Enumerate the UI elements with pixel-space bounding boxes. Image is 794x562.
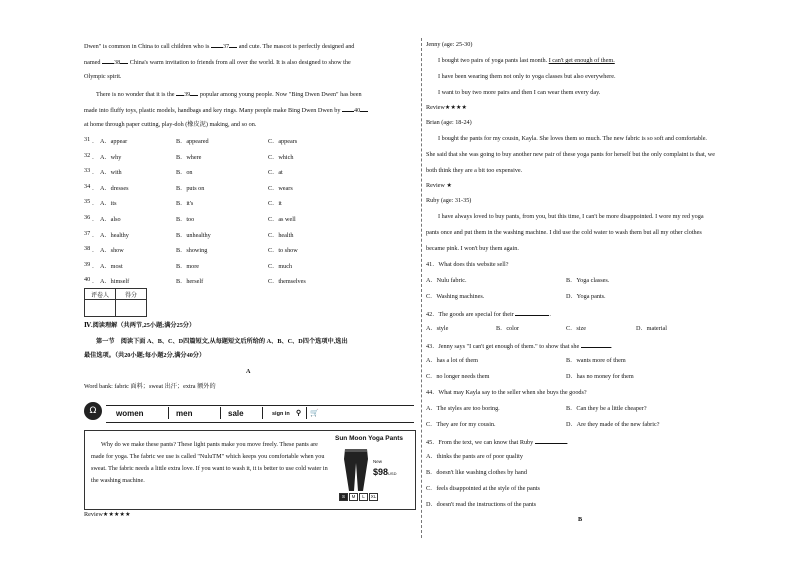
question-number: 39 [84, 260, 91, 268]
text: popular among young people. Now "Bing Dwen Dwen" has been [199, 91, 362, 98]
text: 42．The goods are special for their [426, 311, 514, 318]
q42-option-c[interactable]: C．size [566, 325, 586, 332]
passage-line-3: Olympic spirit. [84, 73, 122, 80]
reviewer-brian: Brian (age: 18-24) [426, 119, 472, 126]
option-c[interactable]: C．at [268, 169, 283, 177]
ruby-line-2: pants once and put them in the washing machine. I did use the cold water to wash them but all my other clothes [426, 229, 702, 236]
option-b[interactable]: B．on [176, 169, 193, 177]
number-dot: ． [92, 138, 99, 145]
ruby-line-1: I have always loved to buy pants, from you, but this time, I can't be more disappointed. I wore my red yoga [438, 213, 704, 220]
q41-option-a[interactable]: A．Nulu fabric. [426, 277, 467, 284]
question-number: 38 [84, 245, 91, 253]
blank [515, 309, 549, 316]
word-bank: Word bank: fabric 面料；sweat 出汗；extra 额外的 [84, 383, 216, 390]
text: made into fluffy toys, plastic models, handbags and key rings. Many people make Bing Dwen Dwen by [84, 107, 341, 114]
product-card[interactable] [335, 435, 411, 505]
text: named [84, 59, 101, 66]
passage-line-5 [84, 105, 368, 115]
number-dot: ． [92, 247, 99, 255]
column-divider [421, 38, 422, 538]
q41-option-b[interactable]: B．Yoga classes. [566, 277, 610, 284]
cart-icon[interactable]: 🛒 [310, 410, 319, 417]
number-dot: ． [92, 200, 99, 208]
option-b[interactable]: B．appeared [176, 138, 209, 145]
option-a[interactable]: A．most [100, 262, 123, 270]
q44-option-b[interactable]: B．Can they be a little cheaper? [566, 405, 647, 412]
section-title: Ⅳ.阅读理解（共两节,25小题;满分25分） [84, 322, 196, 329]
product-title: Sun Moon Yoga Pants [335, 435, 404, 442]
blank [229, 41, 237, 48]
size-option[interactable]: L [359, 493, 368, 501]
nav-separator [168, 407, 169, 419]
jenny-line-3: I want to buy two more pairs and then I can wear them every day. [438, 89, 601, 96]
nav-rule-bottom [106, 422, 414, 423]
option-c[interactable]: C．themselves [268, 278, 306, 286]
brian-line-2: She said that she was going to buy another new pair of these yoga pants for herself but the only complaint is that, we [426, 151, 716, 158]
question-number: 31 [84, 136, 91, 143]
question-number: 35 [84, 198, 91, 206]
review-five-stars: Review★★★★★ [84, 511, 131, 518]
q42-option-d[interactable]: D．material [636, 325, 667, 332]
ad-navbar [84, 402, 414, 424]
blank-37: 37 [222, 43, 230, 50]
q42-option-b[interactable]: B．color [496, 325, 520, 332]
option-b[interactable]: B．too [176, 216, 195, 223]
ad-description: Why do we make these pants? These light pants make you move freely. These pants are made for yoga. The fabric we use is called "NuluTM" which keeps you comfortable when you sweat. The fabric needs a little extra love. If you want to wash it, it is better to use cold water in the washing machine. [91, 441, 328, 484]
question-number: 33 [84, 167, 91, 175]
question-42: 42．The goods are special for their . [426, 311, 551, 318]
question-45: 45．From the text, we can know that Ruby . [426, 439, 569, 446]
q41-option-d[interactable]: D．Yoga pants. [566, 293, 606, 300]
option-b[interactable]: B．it's [176, 200, 194, 208]
option-c[interactable]: C．to show [268, 247, 298, 255]
option-c[interactable]: C．it [268, 200, 282, 208]
option-a[interactable]: A．appear [100, 138, 128, 145]
q43-option-d[interactable]: D．has no money for them [566, 373, 634, 380]
brian-line-3: both think they are a bit too expensive. [426, 167, 523, 174]
blank [535, 437, 567, 444]
blank [120, 57, 128, 64]
passage-line-1 [84, 41, 354, 51]
passage-line-4 [96, 89, 362, 99]
section-instruction-2: 最佳选项。（共20小题;每小题2分,满分40分） [84, 352, 206, 359]
passage-label-b: B [578, 516, 583, 523]
nav-men[interactable]: men [176, 409, 193, 418]
underlined-quote: I can't get enough of them. [548, 57, 615, 64]
size-option[interactable]: XL [370, 494, 377, 499]
passage-label-a: A [246, 368, 251, 375]
option-b[interactable]: B．herself [176, 278, 204, 286]
section-instruction-1: 第一节 阅读下面 A、B、C、D四篇短文,从每题短文后所给的 A、B、C、D四个选项中,选出 [96, 338, 348, 345]
q45-option-a[interactable]: A．thinks the pants are of poor quality [426, 453, 523, 460]
option-a[interactable]: A．with [100, 169, 122, 177]
passage-line-2 [84, 57, 351, 67]
option-c[interactable]: C．wears [268, 184, 293, 192]
question-43: 43．Jenny says "I can't get enough of them." to show that she . [426, 343, 613, 350]
ruby-line-3: became pink. I won't buy them again. [426, 245, 519, 252]
nav-sign-in[interactable]: sign in [272, 411, 290, 417]
nav-rule-top [106, 405, 414, 406]
option-a[interactable]: A．himself [100, 278, 130, 286]
q45-option-d[interactable]: D．doesn't read the instructions of the pants [426, 501, 537, 508]
option-c[interactable]: C．much [268, 262, 293, 270]
blank [176, 89, 184, 96]
number-dot: ． [92, 169, 99, 177]
brand-logo-icon: Ω [84, 402, 102, 420]
score-table [84, 288, 147, 317]
price-currency: USD [388, 471, 397, 476]
text: and cute. The mascot is perfectly designed and [238, 43, 355, 50]
question-number: 40 [84, 276, 91, 284]
text: Dwen" is common in China to call children who is [84, 43, 210, 50]
question-number: 32 [84, 151, 91, 159]
search-icon[interactable]: ⚲ [296, 410, 302, 417]
nav-separator [262, 407, 263, 419]
option-c[interactable]: C．appears [268, 138, 298, 145]
option-a[interactable]: A．why [100, 153, 122, 161]
passage-line-6: at home through paper cutting, play-doh (橡皮泥) making, and so on. [84, 121, 257, 128]
option-a[interactable]: A．dresses [100, 184, 129, 192]
text: China's warm invitation to friends from all over the world. It is also designed to show the [129, 59, 351, 66]
option-b[interactable]: B．puts on [176, 184, 205, 192]
size-selector [339, 493, 378, 501]
blank [211, 41, 223, 48]
number-dot: ． [92, 278, 99, 286]
option-b[interactable]: B．showing [176, 247, 208, 255]
question-number: 34 [84, 182, 91, 190]
option-a[interactable]: A．also [100, 216, 121, 223]
jenny-line-2: I have been wearing them not only to yoga classes but also everywhere. [438, 73, 616, 80]
reviewer-ruby: Ruby (age: 31-35) [426, 197, 472, 204]
q42-option-a[interactable]: A．style [426, 325, 449, 332]
q43-option-b[interactable]: B．wants more of them [566, 357, 626, 364]
q45-option-b[interactable]: B．doesn't like washing clothes by hand [426, 469, 527, 476]
nav-separator [306, 407, 307, 419]
price-value: $98 [373, 467, 389, 477]
nav-sale[interactable]: sale [228, 409, 244, 418]
q43-option-a[interactable]: A．has a lot of them [426, 357, 478, 364]
q44-option-c[interactable]: C．They are for my cousin. [426, 421, 496, 428]
number-dot: ． [92, 184, 99, 192]
option-b[interactable]: B．where [176, 153, 202, 161]
option-c[interactable]: C．as well [268, 216, 296, 223]
q44-option-a[interactable]: A．The styles are too boring. [426, 405, 500, 412]
text: 45．From the text, we can know that Ruby [426, 439, 534, 446]
option-c[interactable]: C．which [268, 153, 294, 161]
score-header-score: 得分 [116, 289, 147, 300]
number-dot: ． [92, 153, 99, 161]
number-dot: ． [92, 262, 99, 270]
blank [342, 105, 354, 112]
yoga-pants-icon [341, 447, 371, 493]
jenny-line-1 [438, 57, 615, 65]
question-41: 41．What does this website sell? [426, 261, 509, 268]
new-label: New [373, 459, 383, 464]
question-number: 36 [84, 214, 91, 221]
nav-separator [220, 407, 221, 419]
blank-40: 40 [354, 107, 361, 114]
text: I bought two pairs of yoga pants last month. [438, 57, 548, 64]
review-four-stars: Review★★★★ [426, 104, 468, 111]
score-cell [116, 300, 147, 317]
option-c[interactable]: C．health [268, 231, 294, 239]
option-b[interactable]: B．more [176, 262, 200, 270]
text: 43．Jenny says "I can't get enough of them." to show that she [426, 343, 580, 350]
nav-women[interactable]: women [116, 409, 144, 418]
size-option[interactable]: S [339, 493, 348, 501]
score-cell [85, 300, 116, 317]
text: There is no wonder that it is the [96, 91, 175, 98]
q43-option-c[interactable]: C．no longer needs them [426, 373, 490, 380]
option-a[interactable]: A．show [100, 247, 124, 255]
q45-option-c[interactable]: C．feels disappointed at the style of the pants [426, 485, 540, 492]
option-b[interactable]: B．unhealthy [176, 231, 211, 239]
reviewer-jenny: Jenny (age: 25-30) [426, 41, 473, 48]
question-number: 37 [84, 229, 91, 237]
blank-38: 38 [114, 59, 121, 66]
brian-line-1: I bought the pants for my cousin, Kayla. She loves them so much. The new fabric is so soft and comfortable. [438, 135, 707, 142]
question-44: 44．What may Kayla say to the seller when she buys the goods? [426, 389, 587, 396]
option-a[interactable]: A．healthy [100, 231, 129, 239]
q41-option-c[interactable]: C．Washing machines. [426, 293, 485, 300]
score-header-grader: 评卷人 [85, 289, 116, 300]
blank-39: 39 [184, 91, 191, 98]
option-a[interactable]: A．its [100, 200, 117, 208]
blank [102, 57, 114, 64]
number-dot: ． [92, 231, 99, 239]
product-price [373, 467, 396, 477]
blank [360, 105, 368, 112]
number-dot: ． [92, 216, 99, 223]
size-option[interactable]: M [349, 493, 358, 501]
q44-option-d[interactable]: D．Are they made of the new fabric? [566, 421, 660, 428]
ad-box [84, 430, 416, 510]
blank [190, 89, 198, 96]
review-one-star: Review ★ [426, 182, 452, 189]
blank [581, 341, 611, 348]
